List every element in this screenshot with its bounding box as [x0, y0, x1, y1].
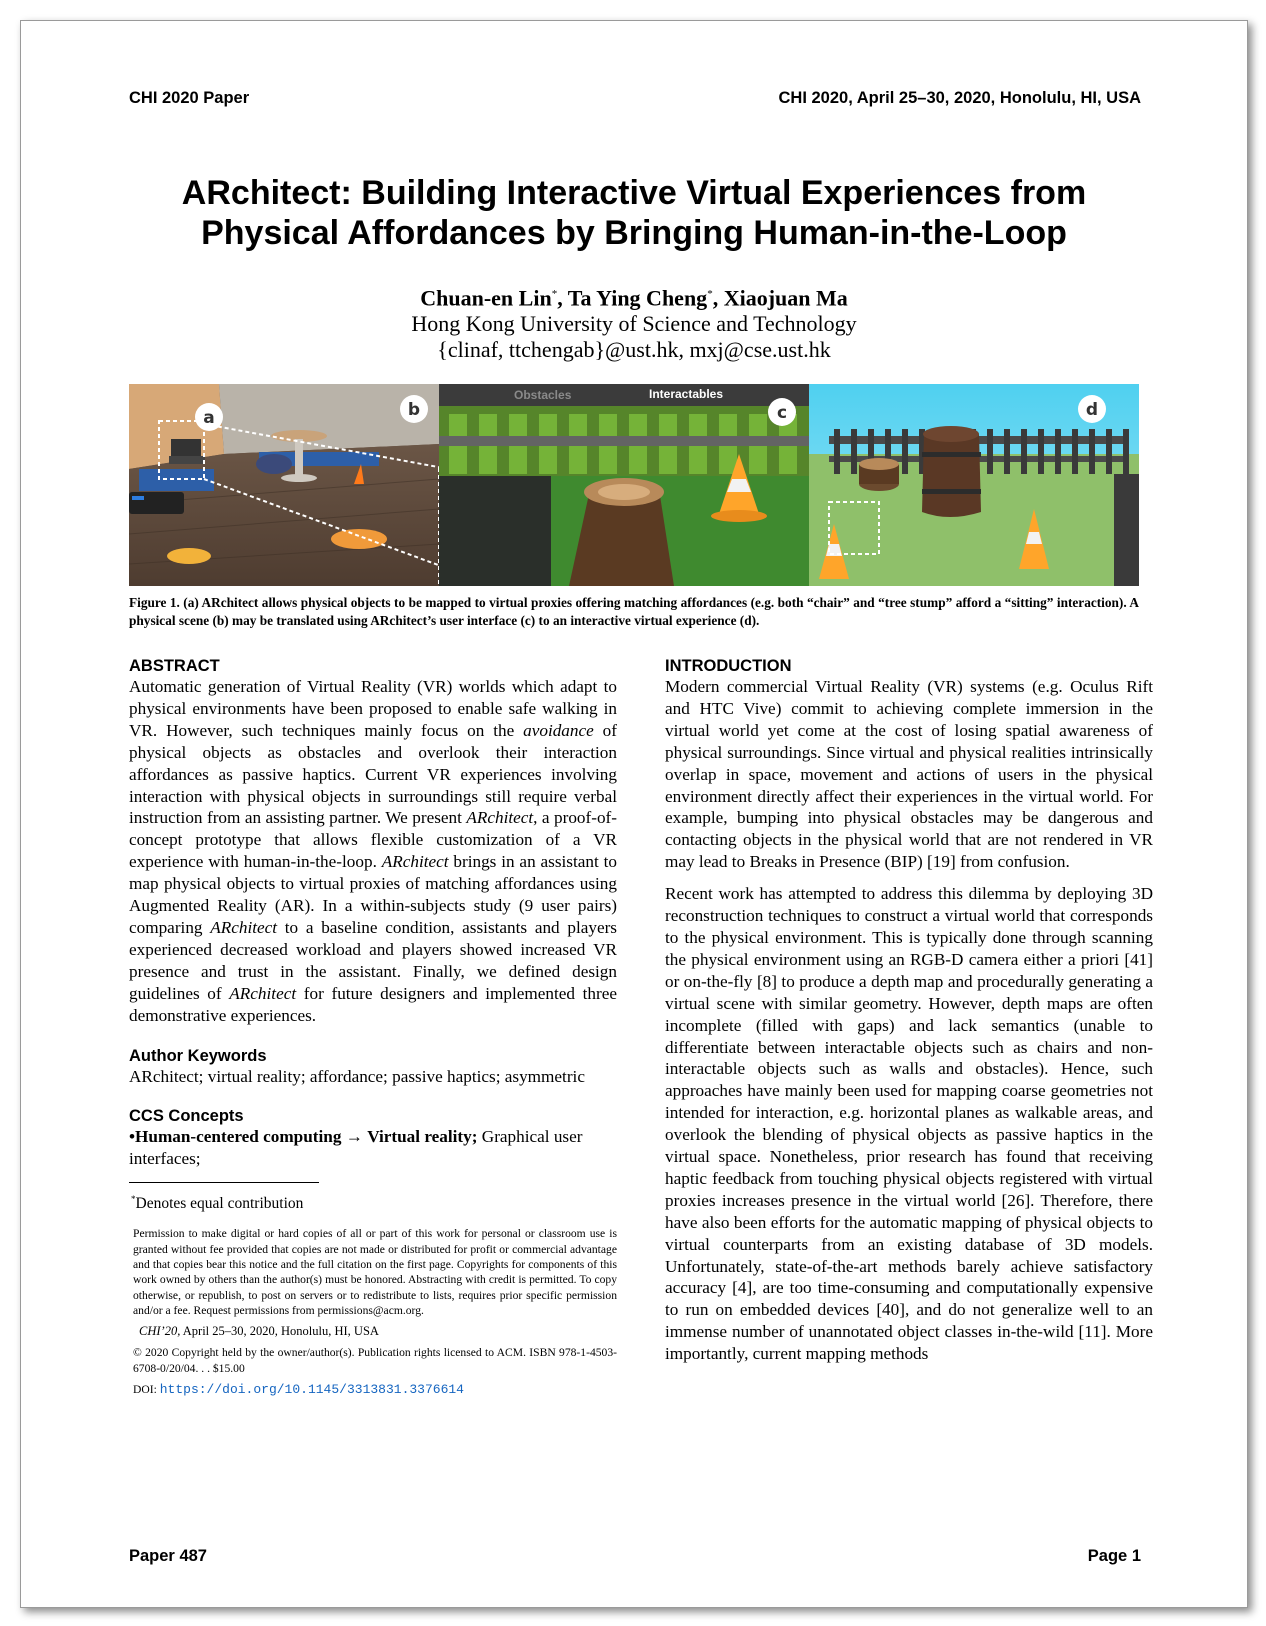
label-b: b — [407, 400, 421, 420]
conference-line — [139, 1324, 617, 1339]
label-c: c — [776, 403, 788, 423]
paper-title — [61, 173, 1207, 253]
running-header-left: CHI 2020 Paper — [129, 89, 250, 107]
running-header-right: CHI 2020, April 25–30, 2020, Honolulu, HI, USA — [778, 89, 1141, 107]
doi-line — [133, 1382, 617, 1397]
left-column — [129, 657, 617, 1397]
abstract-part: brings in an assistant to map physical objects to virtual proxies of matching affordances using Augmented Reality (AR). In a within-subjects study (9 user pairs) comparing — [129, 852, 617, 937]
abstract-emphasis: avoidance — [523, 720, 594, 740]
obstacles-tab: Obstacles — [514, 388, 572, 402]
title-line-1: ARchitect: Building Interactive Virtual Experiences from — [181, 174, 1087, 212]
teaser-figure-image — [129, 384, 1139, 586]
abstract-text — [129, 676, 617, 1027]
label-d: d — [1085, 400, 1099, 420]
label-a: a — [203, 408, 215, 428]
abstract-system-name: ARchitect — [229, 983, 297, 1003]
ccs-bullet: • — [129, 1127, 136, 1147]
ccs-arrow: → — [341, 1127, 368, 1147]
ccs-text — [129, 1126, 617, 1170]
author-emails: {clinaf, ttchengab}@ust.hk, mxj@cse.ust.hk — [437, 337, 831, 363]
keywords-text: ARchitect; virtual reality; affordance; passive haptics; asymmetric — [129, 1066, 585, 1086]
doi-link[interactable]: https://doi.org/10.1145/3313831.3376614 — [159, 1382, 464, 1398]
footnote-rule — [129, 1182, 319, 1183]
ccs-concept-2: Virtual reality; — [367, 1127, 478, 1147]
permission-text: Permission to make digital or hard copies of all or part of this work for personal or classroom use is granted without fee provided that copies are not made or distributed for profit or commercial advantage and that copies bear this notice and the full citation on the first page. Copyrights for components of this work owned by others than the author(s) must be honored. Abstracting with credit is permitted. To copy otherwise, or republish, to post on servers or to redistribute to lists, requires prior specific permission and/or a fee. Request permissions from permissions@acm.org. — [133, 1227, 617, 1317]
abstract-system-name: ARchitect — [466, 808, 534, 828]
teaser-figure — [129, 384, 1139, 586]
conference-details: April 25–30, 2020, Honolulu, HI, USA — [180, 1324, 379, 1339]
panel-app-ui — [439, 384, 809, 586]
abstract-part: , a proof-of-concept prototype that allows flexible customization of a VR experience with human-in-the-loop. — [129, 808, 618, 872]
copyright-text: © 2020 Copyright held by the owner/author(s). Publication rights licensed to ACM. ISBN 978-1-4503-6708-0/20/04. . . $15.00 — [133, 1346, 617, 1375]
introduction-heading: INTRODUCTION — [665, 657, 792, 675]
affiliation: Hong Kong University of Science and Technology — [411, 311, 857, 337]
abstract-part: to a baseline condition, assistants and players experienced decreased workload and players showed increased VR presence and trust in the assistant. Finally, we defined design guidelines of — [129, 917, 617, 1003]
equal-mark-1: * — [551, 288, 558, 300]
intro-paragraph-2: Recent work has attempted to address this dilemma by deploying 3D reconstruction techniques to construct a virtual world that corresponds to the physical environment. This is typically done through scanning the physical environment using an RGB-D camera either a priori [41] or on-the-fly [8] to produce a depth map and procedurally generating a virtual scene with similar geometry. However, depth maps are often incomplete (filled with gaps) and lack semantics (unable to differentiate between interactable objects such as chairs and non-interactable objects such as walls and obstacles). Hence, such approaches have mainly been used for mapping coarse geometries not intended for interaction, e.g. horizontal planes as walkable areas, and overlook the blending of physical objects as passive haptics in the virtual space. Nonetheless, prior research has found that receiving haptic feedback from touching physical objects registered with virtual proxies increases presence in the virtual world [26]. Therefore, there have also been efforts for the automatic mapping of physical objects to virtual counterparts from an existing database of 3D models. Unfortunately, state-of-the-art methods barely achieve satisfactory accuracy [4], are too time-consuming and computationally expensive to run on embedded devices [40], and do not generalize well to an immense number of unannotated object classes in-the-wild [11]. More importantly, current mapping methods — [665, 884, 1153, 1364]
doi-label: DOI: — [133, 1383, 160, 1397]
panel-physical-room — [129, 384, 449, 586]
equal-mark-2: * — [707, 288, 713, 300]
footnote-text: Denotes equal contribution — [135, 1195, 304, 1213]
author-2: Ta Ying Cheng — [567, 285, 708, 311]
conference-name: CHI’20, — [139, 1324, 181, 1339]
author-names: Chuan-en Lin*, Ta Ying Cheng*, Xiaojuan Ma — [420, 285, 848, 311]
footnote — [131, 1189, 617, 1214]
title-line-2: Physical Affordances by Bringing Human-in-the-Loop — [201, 214, 1067, 252]
footer-page-number: Page 1 — [1087, 1547, 1141, 1565]
interactables-tab: Interactables — [649, 387, 724, 401]
abstract-part: of physical objects as obstacles and overlook their interaction affordances as passive haptics. Current VR experiences involving interaction with physical objects in surroundings still require verbal instruction from an assisting partner. We present — [129, 720, 617, 828]
abstract-part: for future designers and implemented three demonstrative experiences. — [129, 983, 617, 1025]
author-1: Chuan-en Lin — [420, 285, 552, 311]
abstract-part: Automatic generation of Virtual Reality (VR) worlds which adapt to physical environments have been proposed to enable safe walking in VR. However, such techniques mainly focus on the — [129, 677, 617, 740]
abstract-system-name: ARchitect — [210, 917, 278, 937]
abstract-heading: ABSTRACT — [129, 657, 220, 675]
ccs-heading: CCS Concepts — [129, 1107, 244, 1126]
right-column — [665, 657, 1153, 1365]
footnote-mark: * — [131, 1194, 136, 1205]
ccs-rest: Graphical user interfaces; — [129, 1127, 583, 1169]
keywords-heading: Author Keywords — [129, 1046, 267, 1065]
abstract-system-name: ARchitect — [381, 852, 449, 872]
ccs-concept-1: Human-centered computing — [135, 1127, 342, 1147]
author-3: Xiaojuan Ma — [723, 285, 848, 311]
author-block — [61, 281, 1207, 363]
intro-paragraph-1: Modern commercial Virtual Reality (VR) systems (e.g. Oculus Rift and HTC Vive) commit to achieving complete immersion in the virtual world yet come at the cost of losing spatial awareness of physical surroundings. Since virtual and physical realities intrinsically overlap in space, movement and actions of users in the physical environment directly affect their experiences in the virtual world. For example, bumping into physical obstacles may be dangerous and contacting objects in the physical world that are not rendered in VR may lead to Breaks in Presence (BIP) [19] from confusion. — [665, 677, 1153, 872]
footer-paper-number: Paper 487 — [129, 1547, 207, 1565]
figure-caption: Figure 1. (a) ARchitect allows physical objects to be mapped to virtual proxies offering matching affordances (e.g. both “chair” and “tree stump” afford a “sitting” interaction). A physical scene (b) may be translated using ARchitect’s user interface (c) to an interactive virtual experience (d). — [129, 595, 1139, 628]
paper-page — [20, 20, 1248, 1608]
